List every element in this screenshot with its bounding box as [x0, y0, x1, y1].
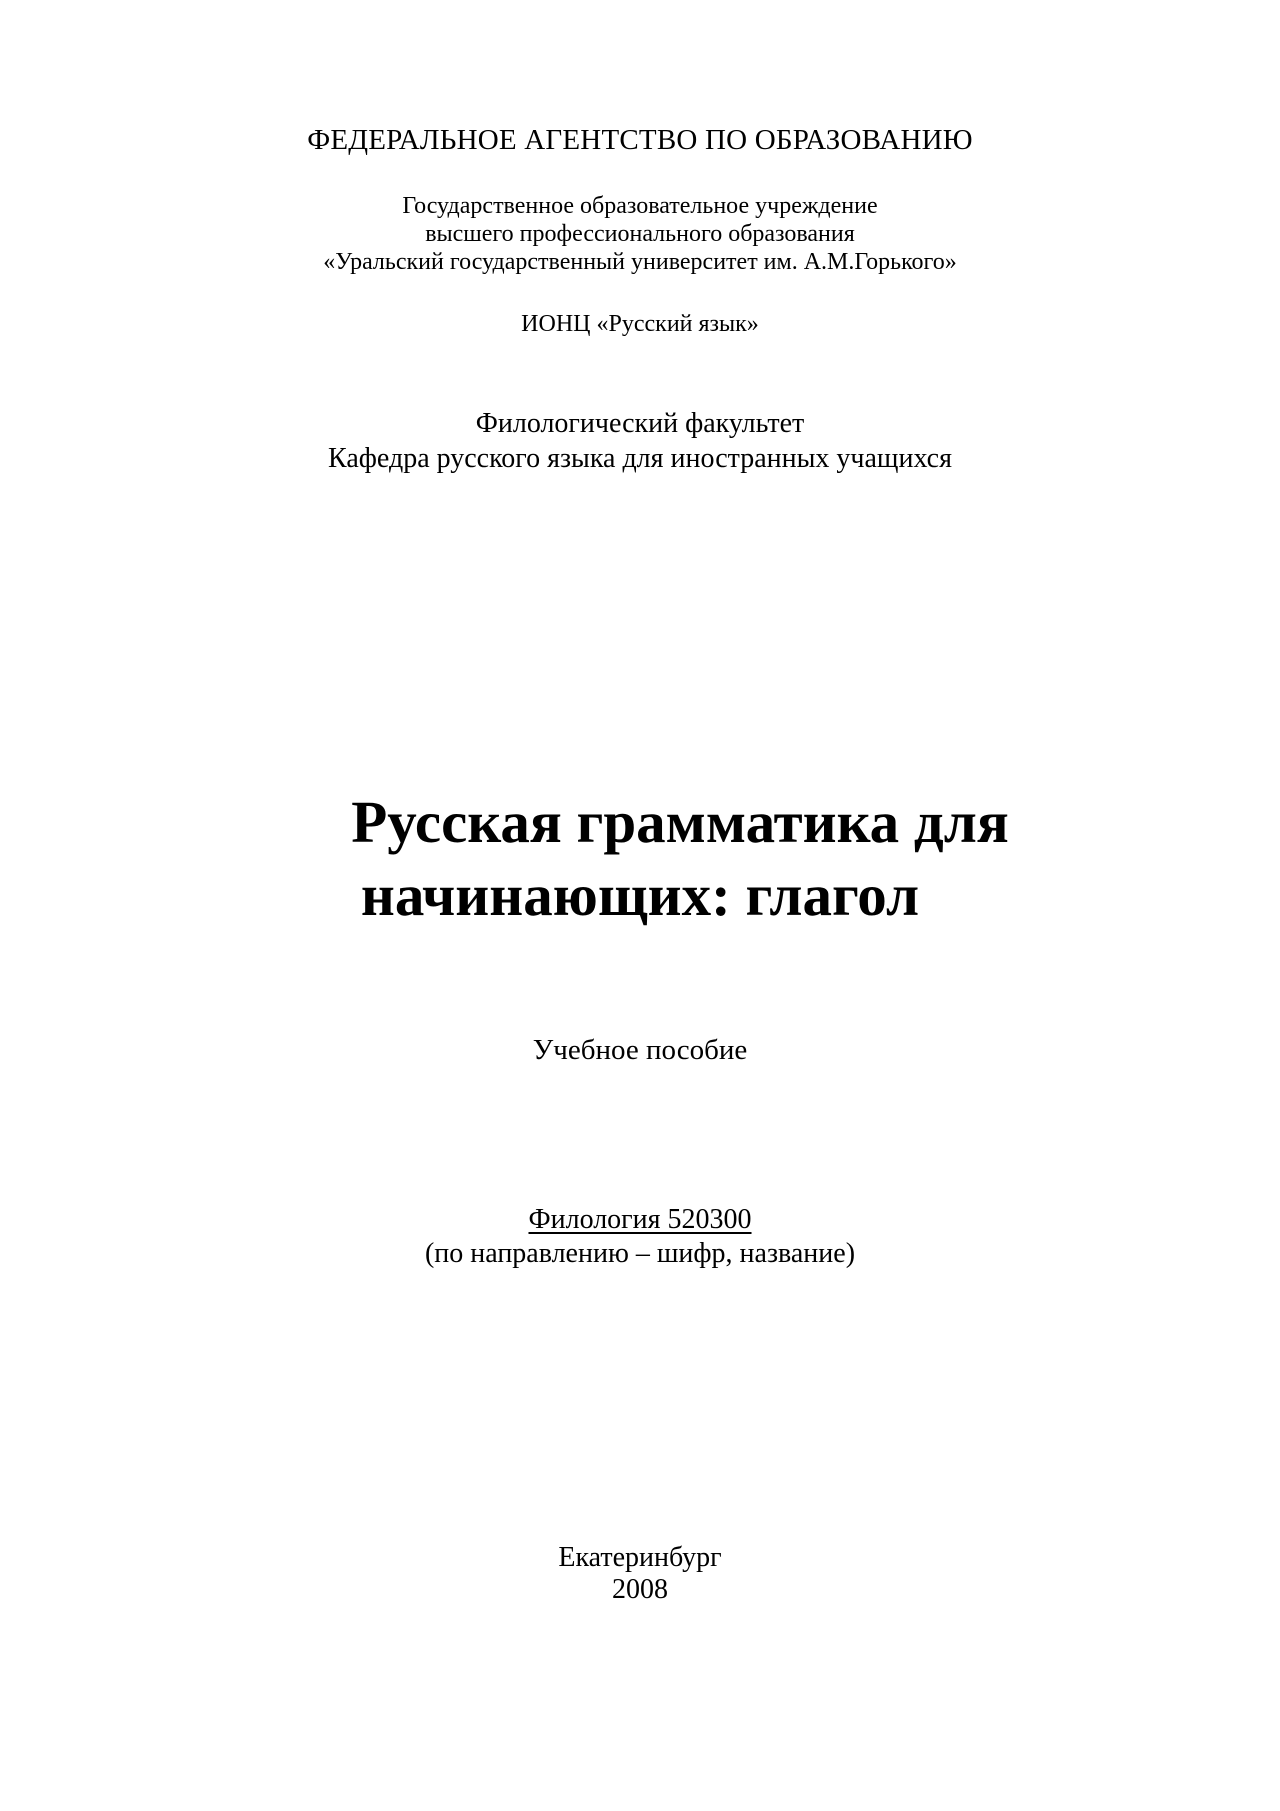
agency-name: ФЕДЕРАЛЬНОЕ АГЕНТСТВО ПО ОБРАЗОВАНИЮ: [307, 124, 973, 156]
specialty-code: Филология 520300: [528, 1204, 752, 1235]
center-name: ИОНЦ «Русский язык»: [521, 311, 759, 337]
book-title-line-2: начинающих: глагол: [360, 862, 920, 928]
specialty-note: (по направлению – шифр, название): [424, 1238, 856, 1269]
department-name: Кафедра русского языка для иностранных учащихся: [328, 443, 952, 474]
publication-year: 2008: [612, 1574, 668, 1605]
institution-line-3: «Уральский государственный университет им. А.М.Горького»: [323, 249, 957, 275]
publication-city: Екатеринбург: [558, 1542, 722, 1573]
book-title-line-1: Русская грамматика для: [351, 789, 1009, 855]
book-subtitle: Учебное пособие: [532, 1034, 748, 1066]
institution-line-2: высшего профессионального образования: [425, 221, 855, 247]
institution-line-1: Государственное образовательное учреждение: [402, 193, 878, 219]
specialty-code-line: [0, 1206, 1280, 1234]
faculty-name: Филологический факультет: [475, 408, 805, 439]
